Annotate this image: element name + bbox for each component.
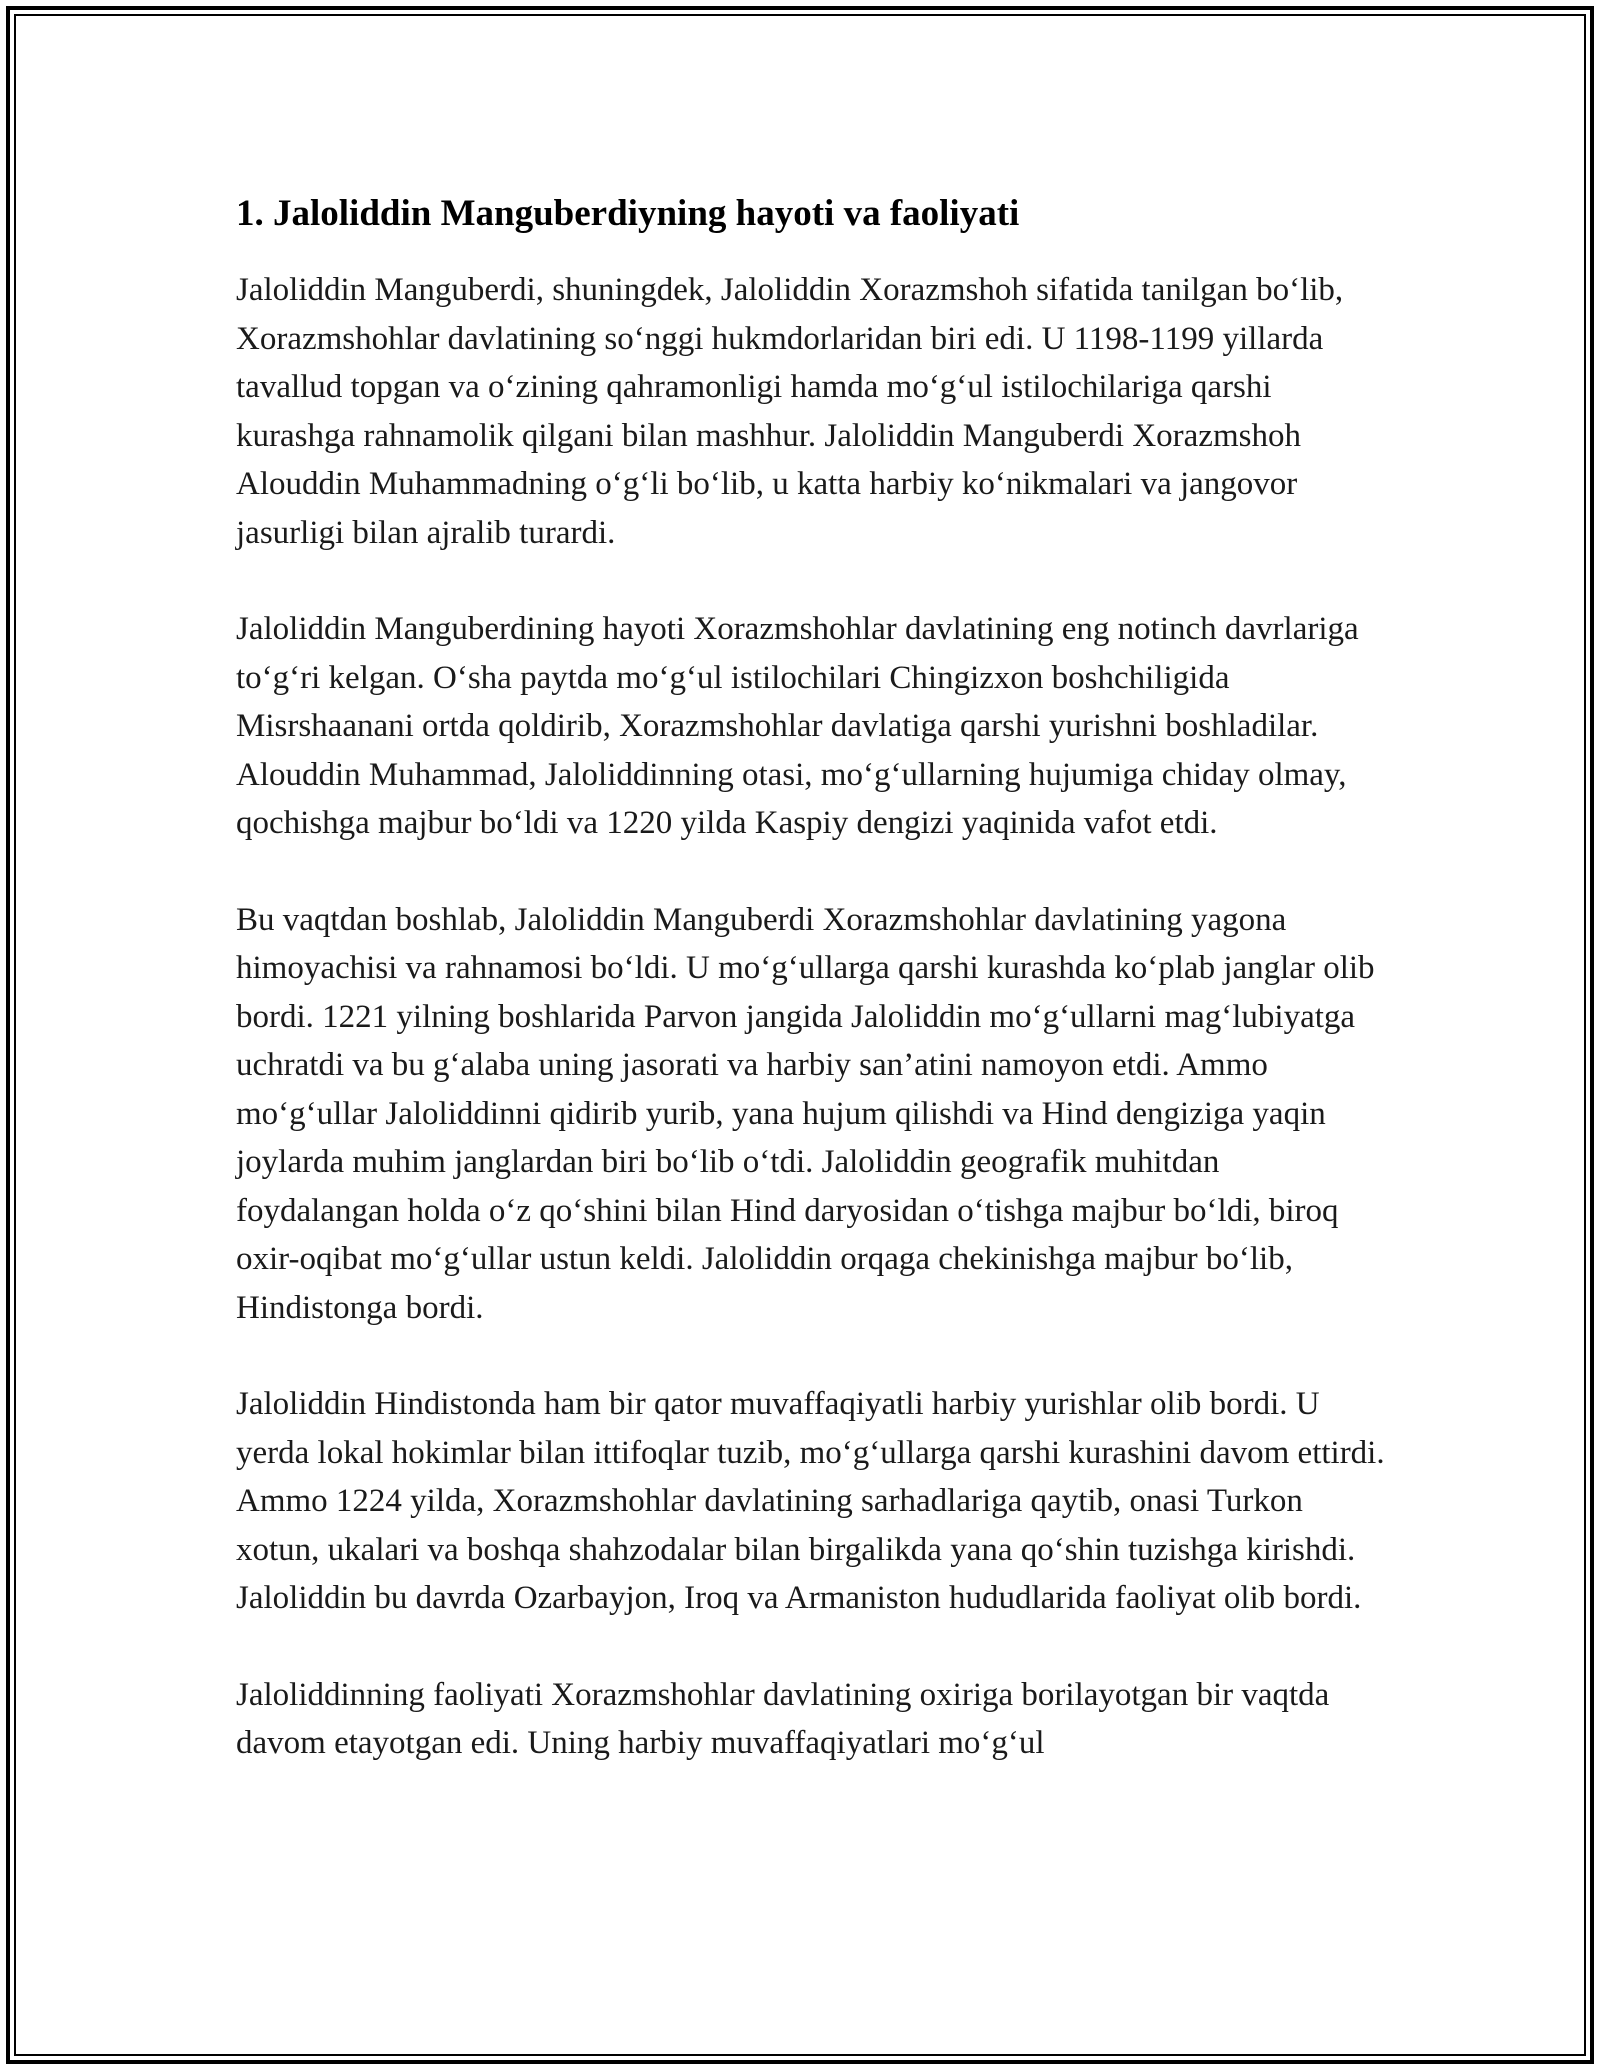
paragraph-4: Jaloliddin Hindistonda ham bir qator muvaffaqiyatli harbiy yurishlar olib bordi. U yerda lokal hokimlar bilan ittifoqlar tuzib, mo‘g‘ullarga qarshi kurashini davom ettirdi. Ammo 1224 yilda, Xorazmshohlar davlatining sarhadlariga qaytib, onasi Turkon xotun, ukalari va boshqa shahzodalar bilan birgalikda yana qo‘shin tuzishga kirishdi. Jaloliddin bu davrda Ozarbayjon, Iroq va Armaniston hududlarida faoliyat olib bordi. [236,1386,1385,1616]
paragraph-2: Jaloliddin Manguberdining hayoti Xorazmshohlar davlatining eng notinch davrlariga to‘g‘ri kelgan. O‘sha paytda mo‘g‘ul istilochilari Chingizxon boshchiligida Misrshaanani ortda qoldirib, Xorazmshohlar davlatiga qarshi yurishni boshladilar. Alouddin Muhammad, Jaloliddinning otasi, mo‘g‘ullarning hujumiga chiday olmay, qochishga majbur bo‘ldi va 1220 yilda Kaspiy dengizi yaqinida vafot etdi. [236,611,1359,841]
section-heading: 1. Jaloliddin Manguberdiyning hayoti va faoliyati [236,193,1020,234]
paragraph-5: Jaloliddinning faoliyati Xorazmshohlar davlatining oxiriga borilayotgan bir vaqtda davom etayotgan edi. Uning harbiy muvaffaqiyatlari mo‘g‘ul [236,1676,1330,1761]
paragraph-1: Jaloliddin Manguberdi, shuningdek, Jaloliddin Xorazmshoh sifatida tanilgan bo‘lib, Xorazmshohlar davlatining so‘nggi hukmdorlaridan biri edi. U 1198-1199 yillarda tavallud topgan va o‘zining qahramonligi hamda mo‘g‘ul istilochilariga qarshi kurashga rahnamolik qilgani bilan mashhur. Jaloliddin Manguberdi Xorazmshoh Alouddin Muhammadning o‘g‘li bo‘lib, u katta harbiy ko‘nikmalari va jangovor jasurligi bilan ajralib turardi. [236,272,1344,551]
document-body [236,190,1386,1768]
paragraph-3: Bu vaqtdan boshlab, Jaloliddin Manguberdi Xorazmshohlar davlatining yagona himoyachisi va rahnamosi bo‘ldi. U mo‘g‘ullarga qarshi kurashda ko‘plab janglar olib bordi. 1221 yilning boshlarida Parvon jangida Jaloliddin mo‘g‘ullarni mag‘lubiyatga uchratdi va bu g‘alaba uning jasorati va harbiy san’atini namoyon etdi. Ammo mo‘g‘ullar Jaloliddinni qidirib yurib, yana hujum qilishdi va Hind dengiziga yaqin joylarda muhim janglardan biri bo‘lib o‘tdi. Jaloliddin geografik muhitdan foydalangan holda o‘z qo‘shini bilan Hind daryosidan o‘tishga majbur bo‘ldi, biroq oxir-oqibat mo‘g‘ullar ustun keldi. Jaloliddin orqaga chekinishga majbur bo‘lib, Hindistonga bordi. [236,901,1375,1326]
